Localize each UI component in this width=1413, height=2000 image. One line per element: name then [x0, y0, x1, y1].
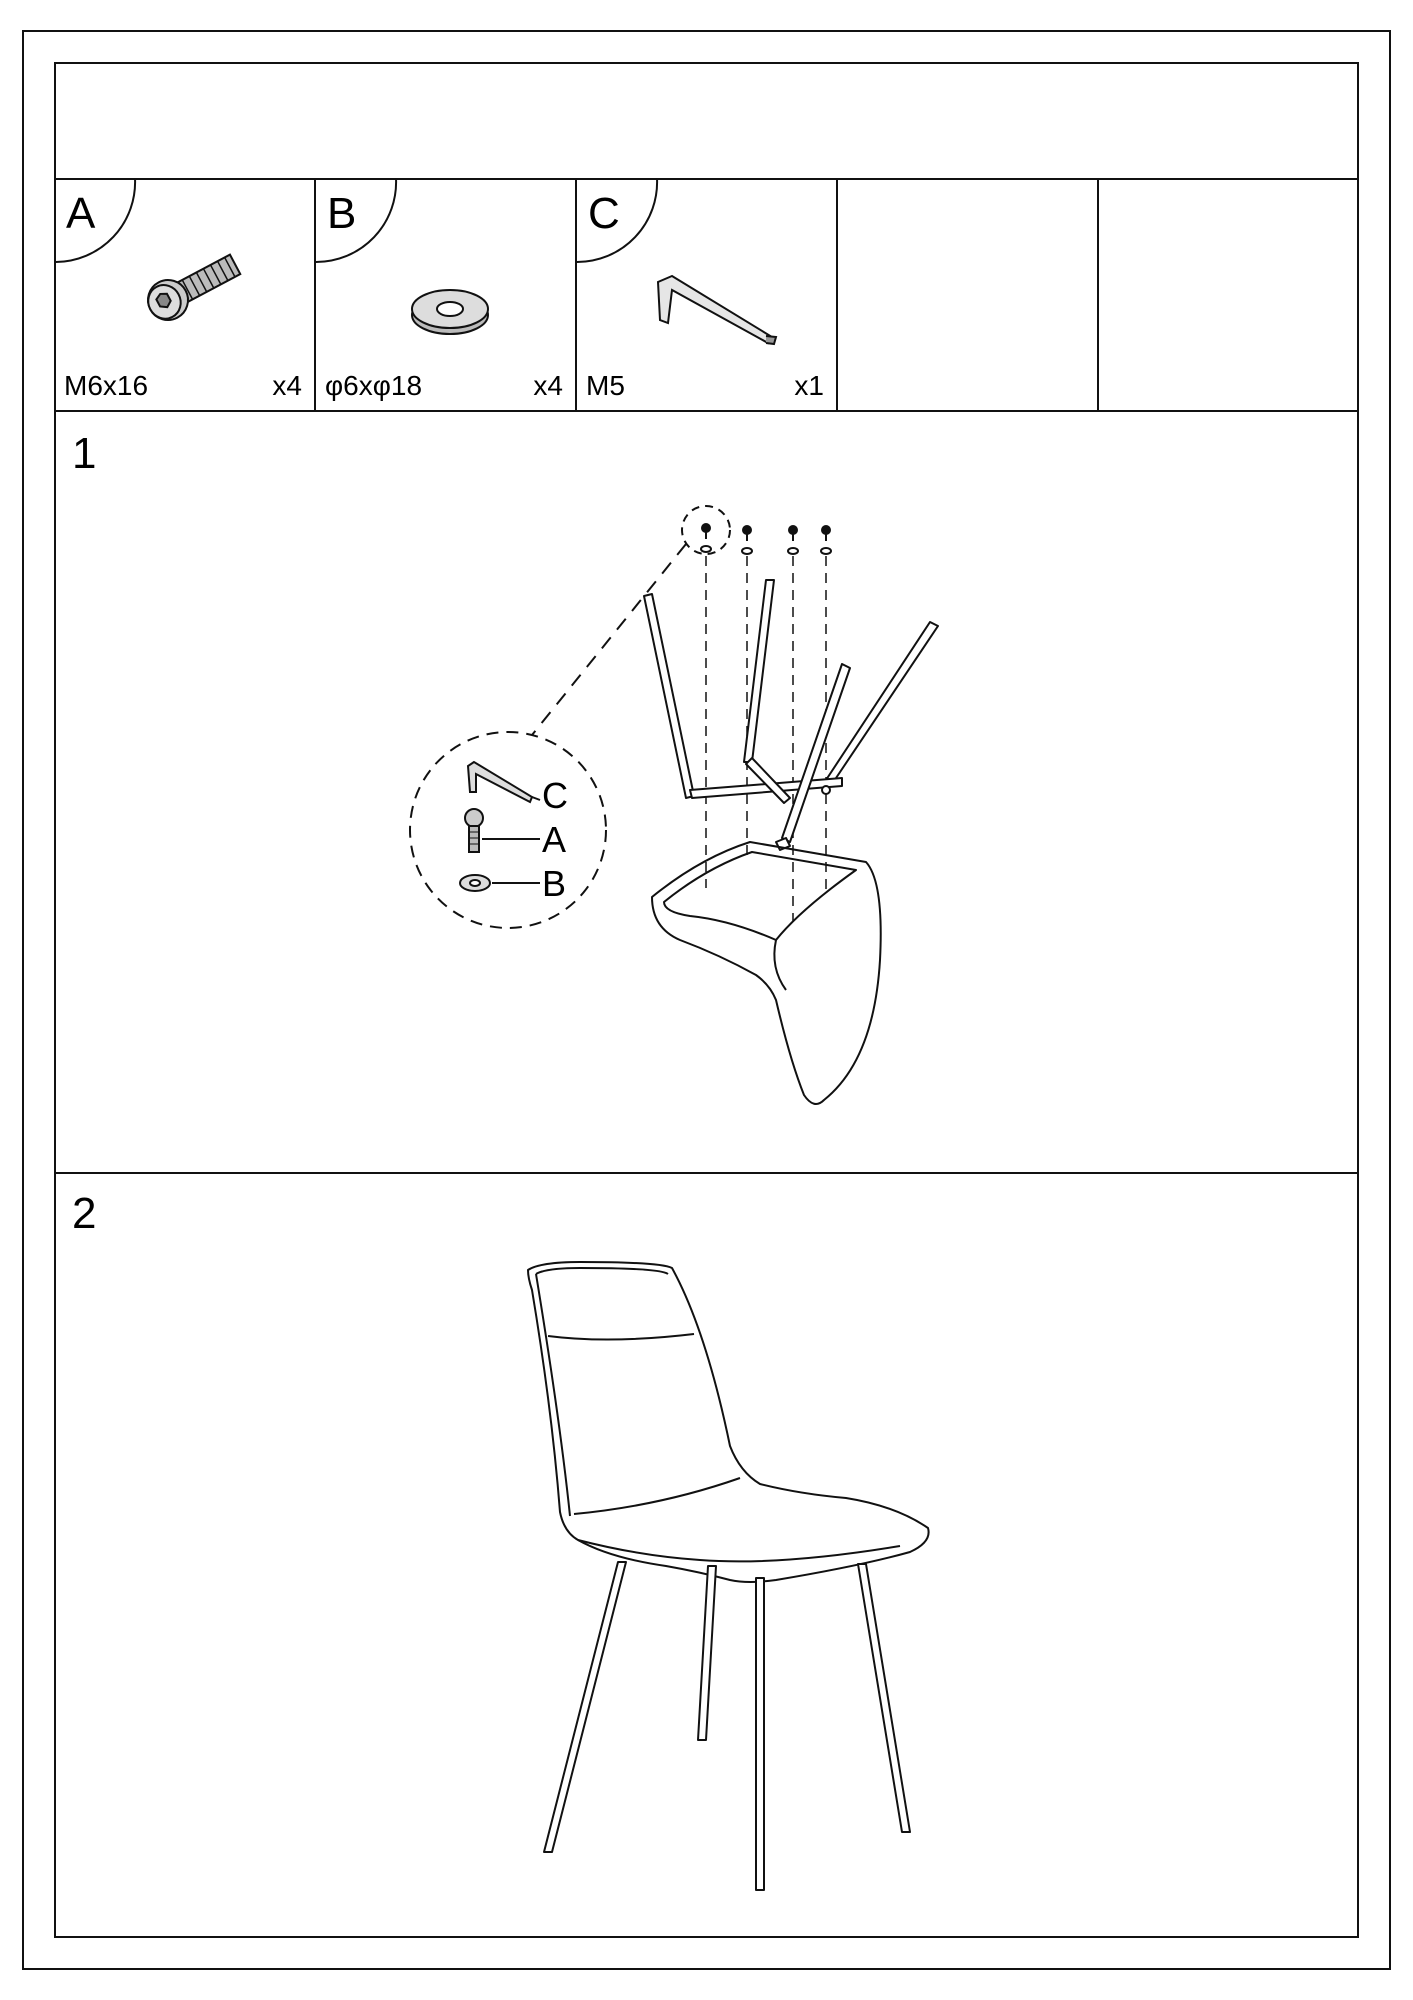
- step-1-number: 1: [72, 429, 97, 478]
- allen-key-icon: [658, 276, 776, 344]
- part-c-letter: C: [588, 189, 620, 238]
- bolt-icon: [742, 526, 752, 554]
- washer-icon: [412, 290, 488, 334]
- step-2-number: 2: [72, 1189, 97, 1238]
- bolt-icon: [788, 526, 798, 554]
- step-1-callout: [410, 506, 730, 928]
- step-1-leg-frame: [644, 580, 938, 850]
- part-a-letter: A: [66, 189, 96, 238]
- step-1-fasteners: [701, 524, 831, 554]
- part-c-spec: M5: [586, 370, 625, 401]
- step-2-assembled-chair: [528, 1262, 929, 1890]
- part-a-qty: x4: [272, 370, 302, 401]
- part-c-label-arc: [577, 178, 657, 262]
- part-c-qty: x1: [794, 370, 824, 401]
- callout-washer-label: B: [542, 863, 567, 904]
- part-b-label-arc: [316, 178, 396, 262]
- step-1-seat-shell: [652, 842, 881, 1104]
- callout-key-label: C: [542, 775, 568, 816]
- bolt-icon: [701, 524, 711, 552]
- part-a-label-arc: [56, 178, 135, 262]
- bolt-icon: [821, 526, 831, 554]
- part-b-spec: φ6xφ18: [325, 370, 423, 401]
- callout-bolt-label: A: [542, 819, 567, 860]
- bolt-icon: [141, 247, 245, 327]
- part-a-spec: M6x16: [64, 370, 149, 401]
- part-b-letter: B: [327, 189, 357, 238]
- part-b-qty: x4: [533, 370, 563, 401]
